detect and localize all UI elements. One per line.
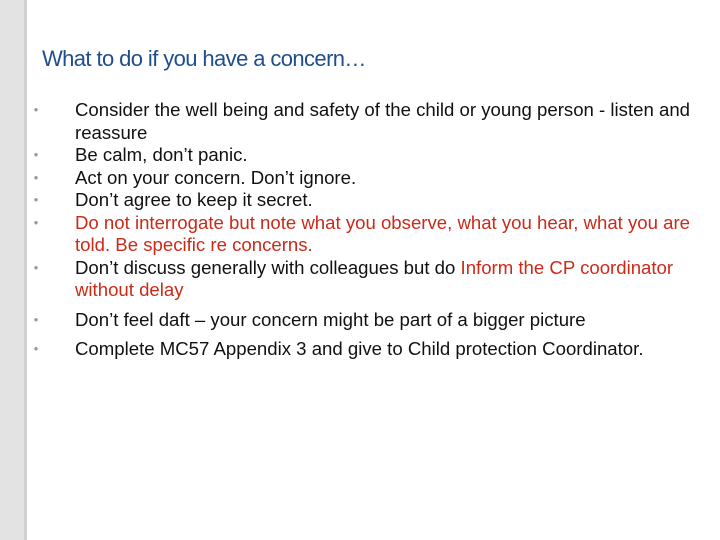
bullet-item-be-calm [30, 144, 690, 167]
bullet-dot: • [33, 341, 39, 356]
bullet-text: Don’t feel daft – your concern might be part of a bigger picture [75, 308, 586, 330]
slide-side-bar [0, 0, 24, 540]
bullet-item-complete-mc57 [30, 338, 690, 361]
bullet-dot: • [33, 259, 39, 275]
bullet-text: Do not interrogate but note what you observe, what you hear, what you are told. Be specific re concerns. [75, 211, 691, 255]
bullet-item-no-secret [30, 189, 690, 212]
bullet-highlight-text: Inform the CP coordinator without delay [75, 256, 674, 300]
bullet-text: Complete MC57 Appendix 3 and give to Child protection Coordinator. [75, 338, 644, 359]
bullet-item-do-not-interrogate [30, 212, 690, 257]
slide-side-divider [24, 0, 27, 540]
bullet-item-well-being [30, 99, 690, 144]
bullet-dot: • [33, 192, 39, 207]
bullet-text: Don’t discuss generally with colleagues but do [75, 256, 461, 278]
bullet-text: Consider the well being and safety of the child or young person - listen and reassure [75, 99, 691, 143]
bullet-dot: • [33, 147, 39, 162]
bullet-dot: • [33, 214, 39, 230]
bullet-item-dont-feel-daft [30, 309, 690, 332]
bullet-text: Act on your concern. Don’t ignore. [75, 166, 357, 188]
bullet-dot: • [33, 102, 39, 117]
bullet-text: Be calm, don’t panic. [75, 144, 248, 165]
bullet-dot: • [33, 169, 39, 185]
slide-title: What to do if you have a concern… [42, 46, 366, 71]
bullet-dot: • [33, 311, 39, 327]
bullet-item-act-on-concern [30, 167, 690, 190]
bullet-list [30, 99, 690, 361]
bullet-text: Don’t agree to keep it secret. [75, 189, 313, 210]
bullet-item-inform-cp [30, 257, 690, 302]
